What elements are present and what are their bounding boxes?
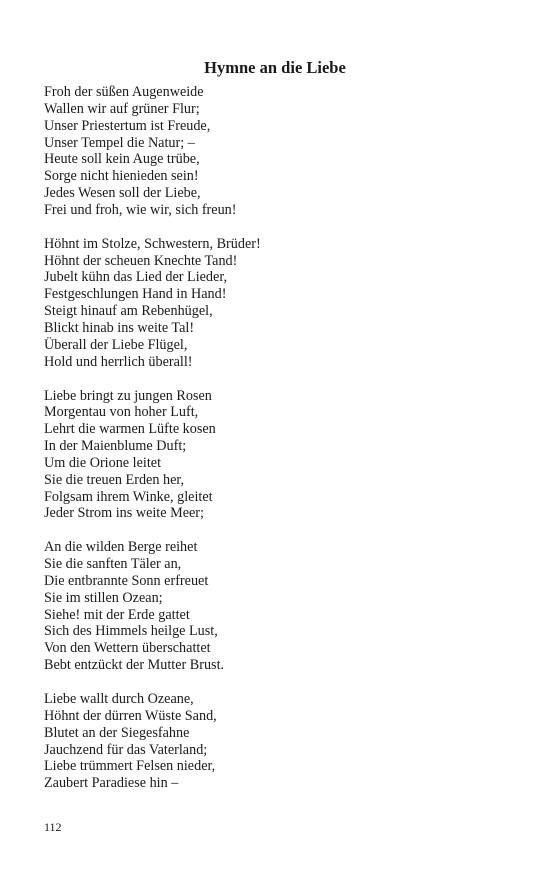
page-number: 112 bbox=[44, 820, 62, 834]
poem-line: Festgeschlungen Hand in Hand! bbox=[44, 286, 227, 303]
poem-body bbox=[44, 84, 514, 809]
poem-line: Höhnt der scheuen Knechte Tand! bbox=[44, 252, 238, 269]
poem-line: Froh der süßen Augenweide bbox=[44, 84, 204, 100]
poem-line: Folgsam ihrem Winke, gleitet bbox=[44, 488, 213, 505]
poem-line: Zaubert Paradiese hin – bbox=[44, 775, 179, 792]
poem-line: Liebe bringt zu jungen Rosen bbox=[44, 387, 212, 404]
poem-line: Sich des Himmels heilge Lust, bbox=[44, 623, 218, 640]
poem-line: Morgentau von hoher Luft, bbox=[44, 404, 199, 421]
poem-line: Jubelt kühn das Lied der Lieder, bbox=[44, 269, 228, 286]
poem-line: Überall der Liebe Flügel, bbox=[44, 336, 188, 353]
poem-line: Jedes Wesen soll der Liebe, bbox=[44, 185, 201, 202]
poem-line: Unser Tempel die Natur; – bbox=[44, 134, 195, 151]
poem-line: Blickt hinab ins weite Tal! bbox=[44, 319, 195, 336]
poem-line: Unser Priestertum ist Freude, bbox=[44, 117, 211, 134]
poem-line: Wallen wir auf grüner Flur; bbox=[44, 100, 200, 117]
poem-line: Frei und froh, wie wir, sich freun! bbox=[44, 201, 237, 218]
poem-line: Die entbrannte Sonn erfreuet bbox=[44, 572, 209, 589]
poem-line: Hold und herrlich überall! bbox=[44, 353, 193, 370]
poem-line: Liebe wallt durch Ozeane, bbox=[44, 691, 194, 707]
poem-line: Steigt hinauf am Rebenhügel, bbox=[44, 303, 213, 320]
poem-line: Von den Wettern überschattet bbox=[44, 640, 211, 657]
stanza-4 bbox=[44, 539, 514, 674]
stanza-1 bbox=[44, 84, 514, 219]
poem-line: Sie die treuen Erden her, bbox=[44, 471, 185, 488]
stanza-5 bbox=[44, 691, 514, 792]
poem-line: Um die Orione leitet bbox=[44, 454, 162, 471]
poem-line: Sie die sanften Täler an, bbox=[44, 556, 182, 573]
poem-title: Hymne an die Liebe bbox=[204, 58, 346, 77]
stanza-2 bbox=[44, 236, 514, 371]
poem-line: Sie im stillen Ozean; bbox=[44, 589, 163, 606]
poem-line: Jauchzend für das Vaterland; bbox=[44, 741, 208, 758]
poem-line: In der Maienblume Duft; bbox=[44, 438, 187, 455]
poem-line: Bebt entzückt der Mutter Brust. bbox=[44, 657, 225, 674]
poem-line: Sorge nicht hienieden sein! bbox=[44, 168, 199, 185]
poem-line: Höhnt der dürren Wüste Sand, bbox=[44, 707, 217, 724]
poem-line: Jeder Strom ins weite Meer; bbox=[44, 505, 204, 522]
poem-line: Lehrt die warmen Lüfte kosen bbox=[44, 421, 216, 438]
poem-line: An die wilden Berge reihet bbox=[44, 539, 198, 556]
poem-line: Liebe trümmert Felsen nieder, bbox=[44, 758, 216, 775]
poem-line: Höhnt im Stolze, Schwestern, Brüder! bbox=[44, 235, 261, 252]
poem-line: Heute soll kein Auge trübe, bbox=[44, 151, 200, 168]
stanza-3 bbox=[44, 388, 514, 523]
poem-line: Siehe! mit der Erde gattet bbox=[44, 606, 190, 623]
poem-line: Blutet an der Siegesfahne bbox=[44, 724, 190, 741]
